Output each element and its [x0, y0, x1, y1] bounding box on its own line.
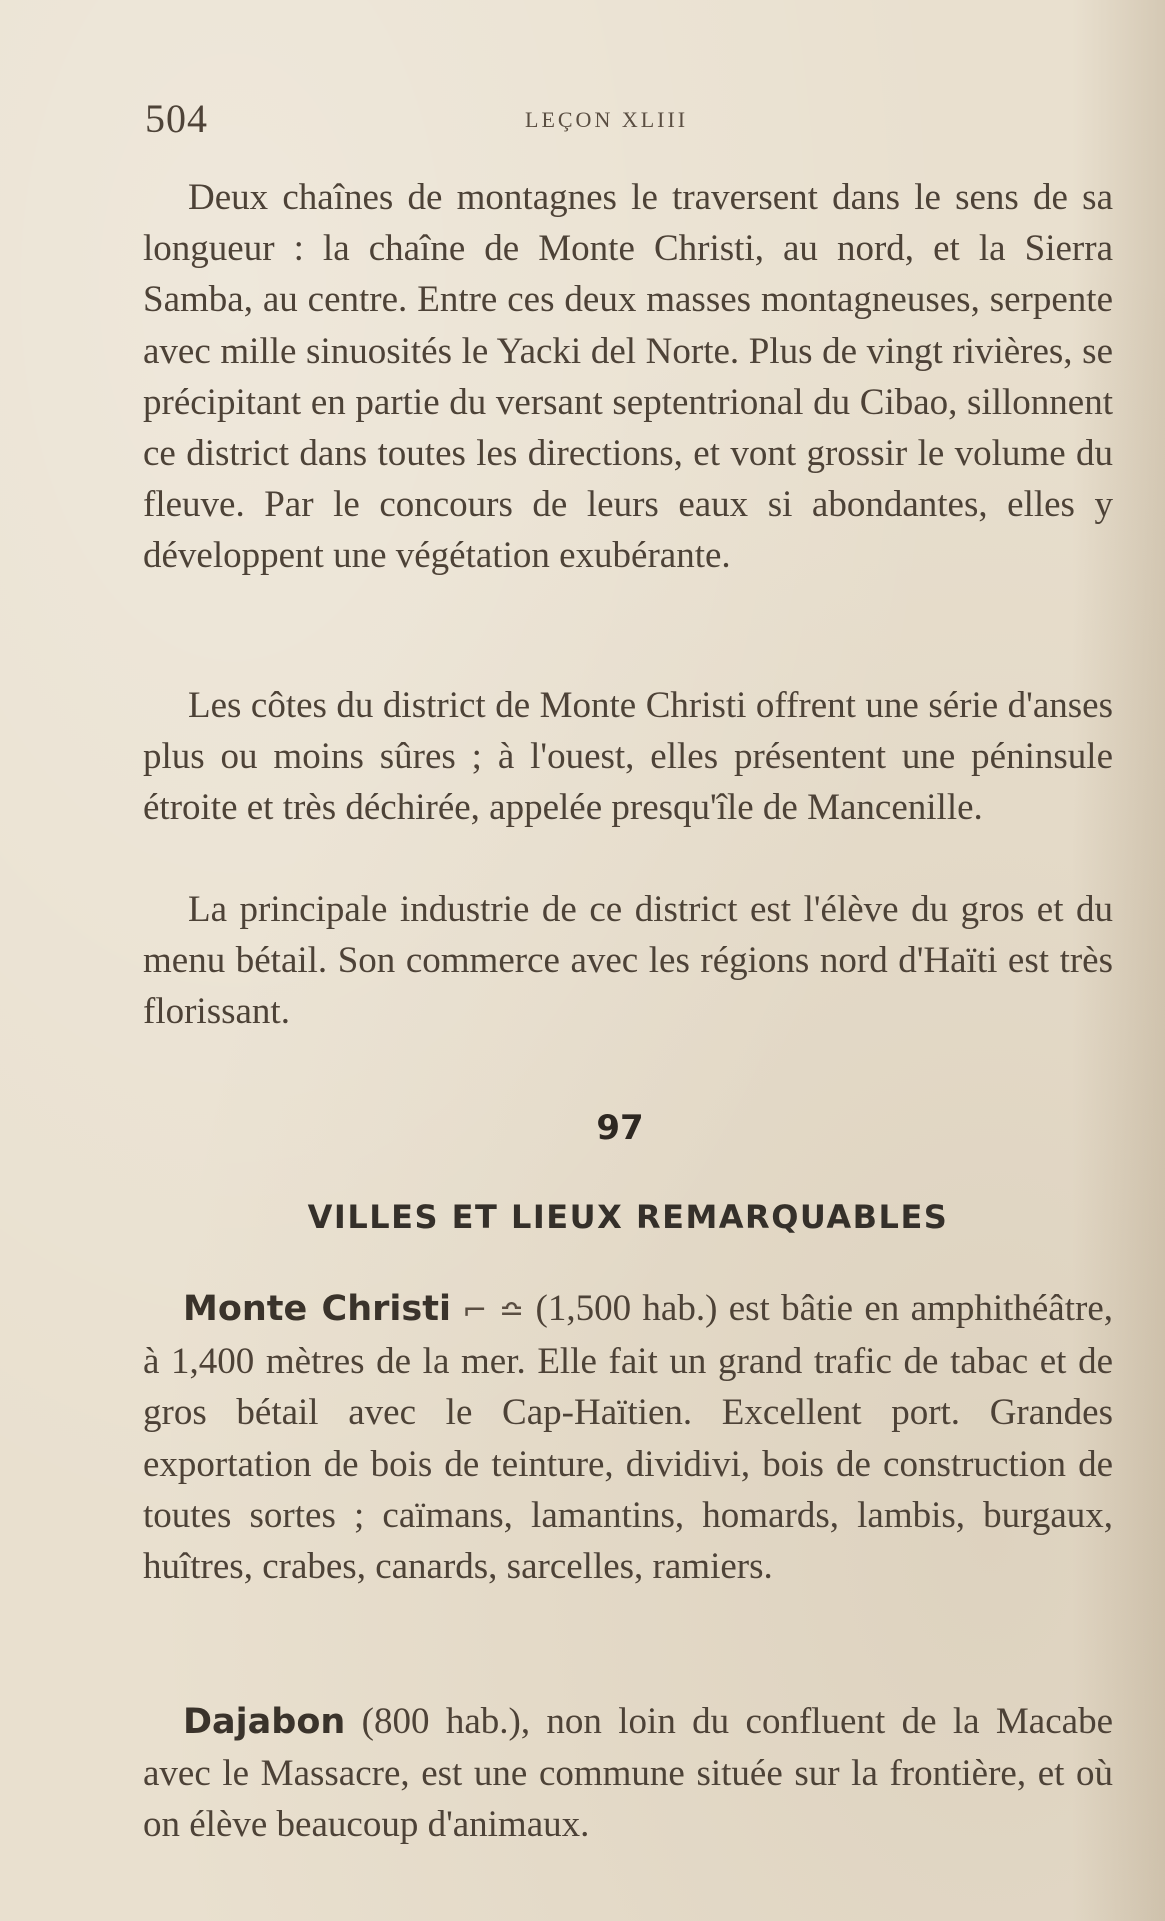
entry-monte-christi: [143, 1283, 1113, 1592]
entry-paragraph: [143, 1283, 1113, 1592]
section-title: VILLES ET LIEUX REMARQUABLES: [307, 1198, 949, 1236]
entry-text: (800 hab.), non loin du confluent de la Macabe avec le Massacre, est une commune située sur la frontière, et où on élève beaucoup d'animaux.: [143, 1701, 1113, 1846]
paragraph-mountains: [143, 172, 1113, 582]
paragraph-text: La principale industrie de ce district est l'élève du gros et du menu bétail. Son commerce avec les régions nord d'Haïti est très florissant.: [143, 889, 1113, 1033]
entry-name: Monte Christi: [183, 1289, 451, 1329]
paragraph-text: Deux chaînes de montagnes le traversent dans le sens de sa longueur : la chaîne de Monte Christi, au nord, et la Sierra Samba, au centre. Entre ces deux masses montagneuses, serpente avec mille sinuosités le Yacki del Norte. Plus de vingt rivières, se précipitant en partie du versant septentrional du Cibao, sillonnent ce district dans toutes les directions, et vont grossir le volume du fleuve. Par le concours de leurs eaux si abondantes, elles y développent une végétation exubérante.: [143, 177, 1113, 577]
entry-text: (1,500 hab.) est bâtie en amphithéâtre, à 1,400 mètres de la mer. Elle fait un grand trafic de tabac et de gros bétail avec le Cap-Haïtien. Excellent port. Grandes exportation de bois de teinture, dividivi, bois de construction de toutes sortes ; caïmans, lamantins, homards, lambis, burgaux, huîtres, crabes, canards, sarcelles, ramiers.: [143, 1288, 1114, 1588]
section-number: 97: [596, 1108, 644, 1148]
running-head: LEÇON XLIII: [525, 107, 689, 132]
page-number: 504: [145, 96, 208, 141]
paragraph-coasts: [143, 680, 1113, 834]
entry-paragraph: [143, 1696, 1113, 1851]
entry-name: Dajabon: [183, 1702, 346, 1742]
paragraph-industry: [143, 884, 1113, 1038]
map-symbols: ⌐ ≏: [462, 1293, 525, 1328]
page-header: [145, 95, 1115, 145]
entry-dajabon: [143, 1696, 1113, 1851]
paragraph-text: Les côtes du district de Monte Christi offrent une série d'anses plus ou moins sûres ; à l'ouest, elles présentent une péninsule étroite et très déchirée, appelée presqu'île de Mancenille.: [143, 685, 1113, 829]
